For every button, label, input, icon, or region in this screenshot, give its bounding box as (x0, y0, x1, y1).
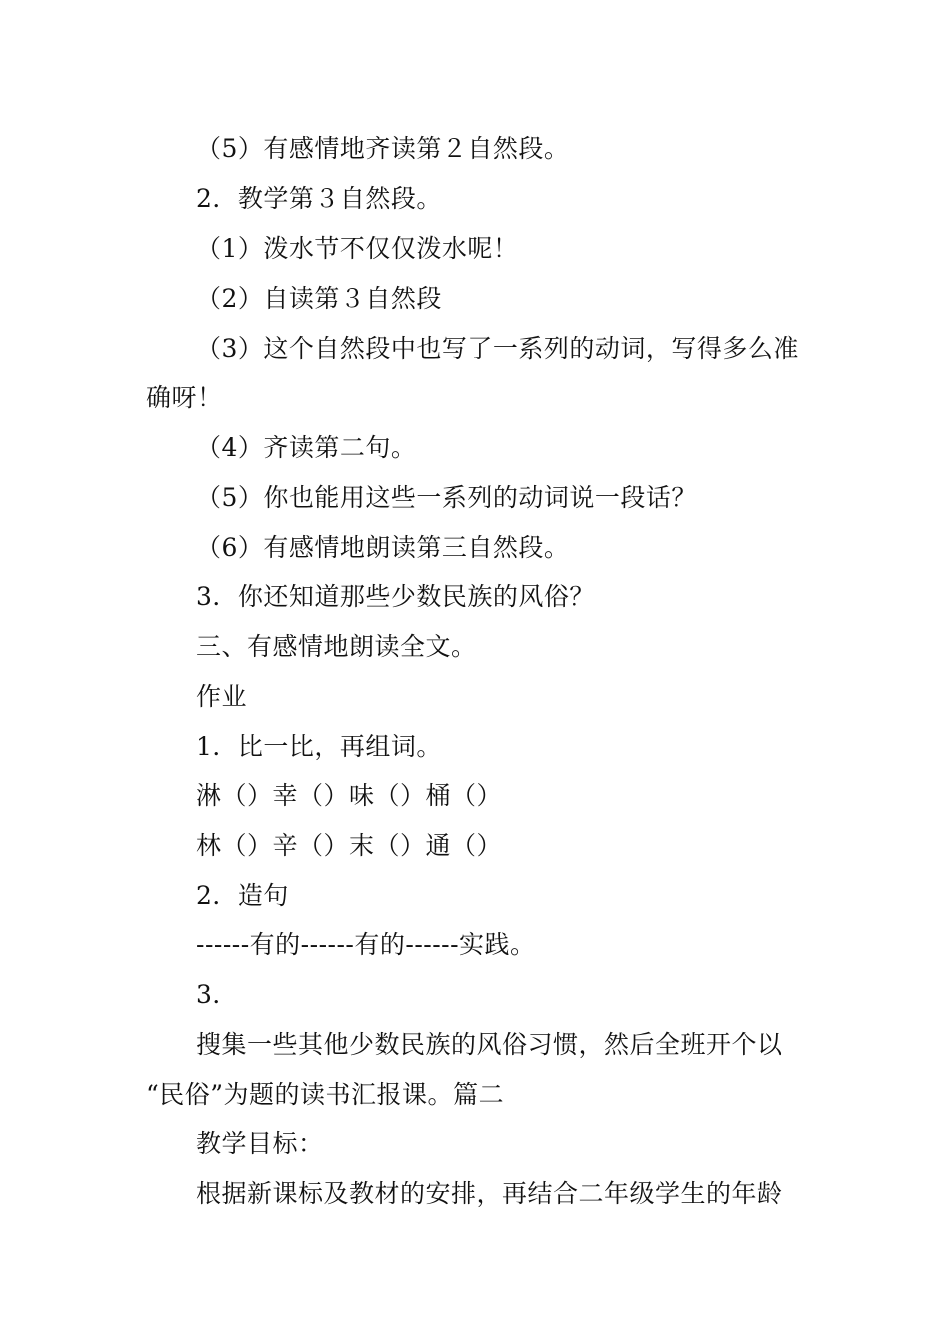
text-line: （4）齐读第二句。 (196, 433, 417, 462)
text-line: 林（）辛（）末（）通（） (196, 831, 503, 860)
text-line: （5）有感情地齐读第２自然段。 (196, 134, 570, 163)
text-line: ------有的------有的------实践。 (196, 930, 536, 959)
text-line: （5）你也能用这些一系列的动词说一段话？ (196, 483, 697, 512)
text-line: 作业 (196, 682, 248, 711)
text-line: （3）这个自然段中也写了一系列的动词，写得多么准 (196, 334, 799, 363)
text-line: 根据新课标及教材的安排，再结合二年级学生的年龄 (196, 1179, 783, 1208)
text-line: 确呀！ (146, 383, 223, 412)
text-line: 三、有感情地朗读全文。 (196, 632, 477, 661)
text-line: 教学目标： (196, 1129, 324, 1158)
text-line: 3．你还知道那些少数民族的风俗？ (196, 582, 595, 611)
text-line: “民俗”为题的读书汇报课。篇二 (146, 1080, 505, 1109)
text-line: 1．比一比，再组词。 (196, 732, 442, 761)
text-line: 2．教学第３自然段。 (196, 184, 442, 213)
text-line: （6）有感情地朗读第三自然段。 (196, 533, 570, 562)
text-line: 淋（）幸（）味（）桶（） (196, 781, 503, 810)
text-line: （2）自读第３自然段 (196, 284, 442, 313)
text-line: 3． (196, 980, 238, 1009)
text-line: （1）泼水节不仅仅泼水呢！ (196, 234, 519, 263)
text-line: 2．造句 (196, 881, 289, 910)
text-line: 搜集一些其他少数民族的风俗习惯，然后全班开个以 (196, 1030, 783, 1059)
